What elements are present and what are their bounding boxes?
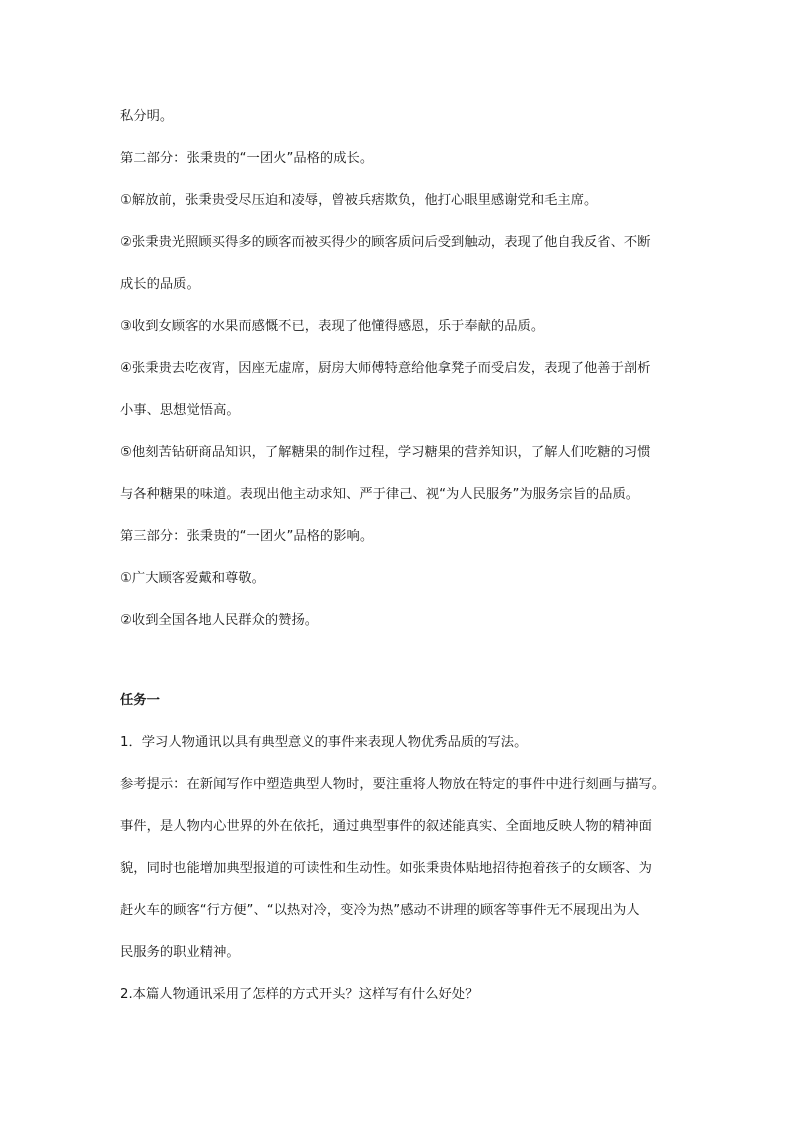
text-line: ①广大顾客爱戴和尊敬。	[120, 571, 265, 586]
text-line: 事件，是人物内心世界的外在依托，通过典型事件的叙述能真实、全面地反映人物的精神面	[120, 819, 652, 834]
text-line: ④张秉贵去吃夜宵，因座无虚席，厨房大师傅特意给他拿凳子而受启发，表现了他善于剖析	[120, 361, 651, 376]
text-line: ②收到全国各地人民群众的赞扬。	[120, 613, 319, 628]
text-line: ②张秉贵光照顾买得多的顾客而被买得少的顾客质问后受到触动，表现了他自我反省、不断	[120, 235, 651, 250]
section-heading-part-two: 第二部分：张秉贵的“一团火”品格的成长。	[120, 151, 374, 166]
text-line: 赶火车的顾客“行方便”、“以热对冷，变冷为热”感动不讲理的顾客等事件无不展现出为人	[120, 903, 640, 918]
text-line: ①解放前，张秉贵受尽压迫和凌辱，曾被兵痞欺负，他打心眼里感谢党和毛主席。	[120, 193, 598, 208]
task-heading: 任务一	[120, 693, 160, 708]
text-line: 民服务的职业精神。	[120, 945, 240, 960]
text-line: ⑤他刻苦钻研商品知识，了解糖果的制作过程，学习糖果的营养知识，了解人们吃糖的习惯	[120, 445, 651, 460]
task-question-1: 1．学习人物通讯以具有典型意义的事件来表现人物优秀品质的写法。	[120, 735, 528, 750]
text-line: 小事、思想觉悟高。	[120, 403, 240, 418]
text-line: 私分明。	[120, 109, 174, 124]
section-heading-part-three: 第三部分：张秉贵的“一团火”品格的影响。	[120, 529, 374, 544]
text-line: ③收到女顾客的水果而感慨不已，表现了他懂得感恩，乐于奉献的品质。	[120, 319, 545, 334]
text-line: 参考提示：在新闻写作中塑造典型人物时，要注重将人物放在特定的事件中进行刻画与描写。	[120, 777, 666, 792]
text-line: 成长的品质。	[120, 277, 200, 292]
task-question-2: 2.本篇人物通讯采用了怎样的方式开头？这样写有什么好处？	[120, 987, 479, 1002]
text-line: 与各种糖果的味道。表现出他主动求知、严于律己、视“为人民服务”为服务宗旨的品质。	[120, 487, 640, 502]
text-line: 貌，同时也能增加典型报道的可读性和生动性。如张秉贵体贴地招待抱着孩子的女顾客、为	[120, 861, 652, 876]
